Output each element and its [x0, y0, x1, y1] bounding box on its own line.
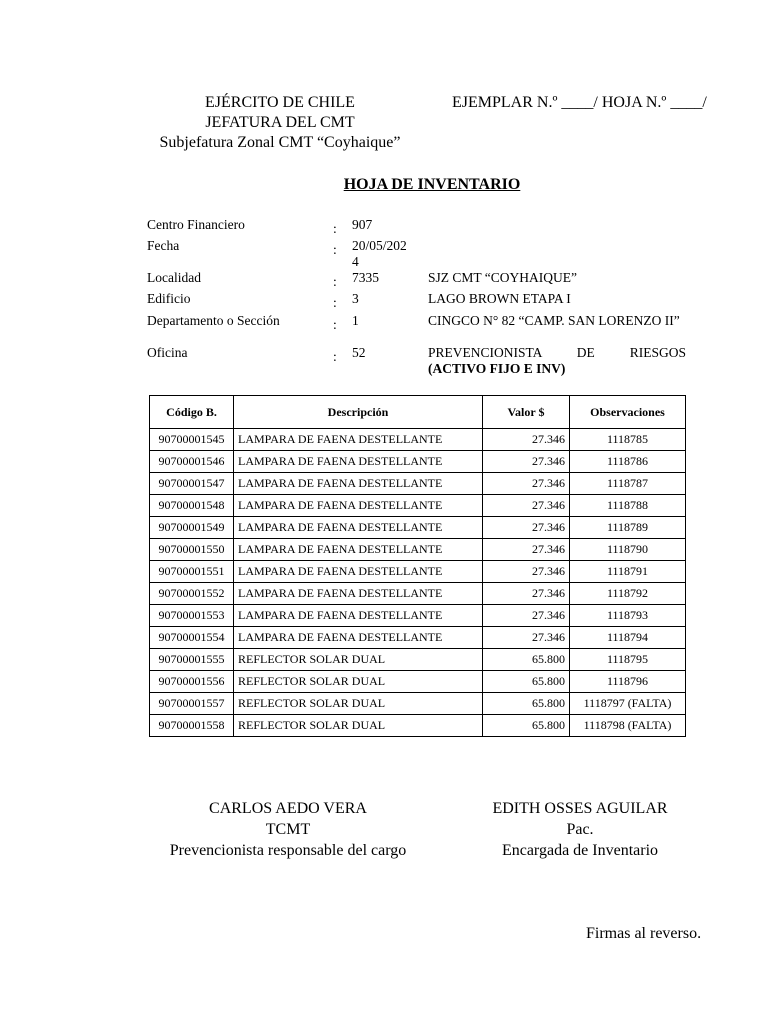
cell-value: 65.800: [483, 649, 570, 671]
table-row: [150, 671, 686, 693]
cell-description: LAMPARA DE FAENA DESTELLANTE: [234, 517, 483, 539]
cell-code: 90700001553: [150, 605, 234, 627]
header-value: Valor $: [483, 396, 570, 429]
page-title: HOJA DE INVENTARIO: [343, 176, 521, 193]
info-label: Oficina: [147, 345, 188, 360]
cell-code: 90700001558: [150, 715, 234, 737]
info-desc: LAGO BROWN ETAPA I: [428, 291, 571, 306]
info-label: Fecha: [147, 238, 180, 253]
table-row: [150, 429, 686, 451]
info-colon: :: [333, 274, 337, 289]
cell-observations: 1118792: [570, 583, 686, 605]
cell-description: LAMPARA DE FAENA DESTELLANTE: [234, 605, 483, 627]
org-line-3: Subjefatura Zonal CMT “Coyhaique”: [159, 134, 401, 151]
cell-value: 27.346: [483, 429, 570, 451]
footer-note: Firmas al reverso.: [586, 925, 702, 942]
info-desc: SJZ CMT “COYHAIQUE”: [428, 270, 577, 285]
info-label: Edificio: [147, 291, 191, 306]
info-colon: :: [333, 317, 337, 332]
copy-info: EJEMPLAR N.º ____/ HOJA N.º ____/: [452, 94, 707, 111]
cell-code: 90700001552: [150, 583, 234, 605]
header-description: Descripción: [234, 396, 483, 429]
cell-observations: 1118791: [570, 561, 686, 583]
cell-code: 90700001555: [150, 649, 234, 671]
cell-value: 65.800: [483, 693, 570, 715]
info-value: 20/05/2024: [352, 238, 407, 269]
table-row: [150, 627, 686, 649]
info-value: 7335: [352, 270, 379, 285]
cell-code: 90700001554: [150, 627, 234, 649]
signature-role: Prevencionista responsable del cargo: [169, 842, 407, 859]
org-header: [140, 93, 420, 153]
cell-observations: 1118789: [570, 517, 686, 539]
table-row: [150, 473, 686, 495]
cell-description: REFLECTOR SOLAR DUAL: [234, 715, 483, 737]
cell-observations: 1118795: [570, 649, 686, 671]
cell-description: LAMPARA DE FAENA DESTELLANTE: [234, 561, 483, 583]
table-row: [150, 715, 686, 737]
cell-description: LAMPARA DE FAENA DESTELLANTE: [234, 583, 483, 605]
cell-value: 27.346: [483, 561, 570, 583]
cell-value: 27.346: [483, 627, 570, 649]
info-colon: :: [333, 295, 337, 310]
signature-left: [140, 798, 436, 861]
info-desc: PREVENCIONISTA DE RIESGOS: [428, 345, 686, 360]
table-row: [150, 605, 686, 627]
cell-observations: 1118790: [570, 539, 686, 561]
cell-value: 27.346: [483, 539, 570, 561]
info-desc: CINGCO N° 82 “CAMP. SAN LORENZO II”: [428, 313, 680, 328]
cell-value: 27.346: [483, 583, 570, 605]
cell-observations: 1118793: [570, 605, 686, 627]
info-value: 3: [352, 291, 359, 306]
org-line-2: JEFATURA DEL CMT: [205, 114, 355, 131]
signature-right: [460, 798, 700, 861]
cell-code: 90700001549: [150, 517, 234, 539]
cell-description: LAMPARA DE FAENA DESTELLANTE: [234, 627, 483, 649]
signature-role: Encargada de Inventario: [501, 842, 659, 859]
cell-observations: 1118796: [570, 671, 686, 693]
cell-code: 90700001548: [150, 495, 234, 517]
signature-name: CARLOS AEDO VERA: [209, 800, 367, 817]
cell-observations: 1118787: [570, 473, 686, 495]
cell-description: REFLECTOR SOLAR DUAL: [234, 671, 483, 693]
cell-code: 90700001550: [150, 539, 234, 561]
inventory-table: [149, 395, 686, 737]
cell-description: LAMPARA DE FAENA DESTELLANTE: [234, 473, 483, 495]
table-row: [150, 451, 686, 473]
table-row: [150, 517, 686, 539]
info-colon: :: [333, 349, 337, 364]
info-desc-bold: (ACTIVO FIJO E INV): [428, 361, 566, 376]
cell-description: LAMPARA DE FAENA DESTELLANTE: [234, 495, 483, 517]
info-colon: :: [333, 221, 337, 236]
cell-value: 27.346: [483, 517, 570, 539]
table-header-row: [150, 396, 686, 429]
cell-code: 90700001557: [150, 693, 234, 715]
cell-value: 27.346: [483, 473, 570, 495]
info-desc-block: [428, 345, 686, 377]
info-label: Localidad: [147, 270, 201, 285]
signature-rank: TCMT: [265, 821, 311, 838]
table-row: [150, 693, 686, 715]
cell-code: 90700001556: [150, 671, 234, 693]
cell-code: 90700001546: [150, 451, 234, 473]
header-code: Código B.: [150, 396, 234, 429]
cell-description: REFLECTOR SOLAR DUAL: [234, 693, 483, 715]
cell-observations: 1118788: [570, 495, 686, 517]
org-line-1: EJÉRCITO DE CHILE: [205, 94, 355, 111]
cell-observations: 1118785: [570, 429, 686, 451]
cell-value: 27.346: [483, 451, 570, 473]
info-colon: :: [333, 242, 337, 257]
cell-observations: 1118798 (FALTA): [570, 715, 686, 737]
info-value: 1: [352, 313, 359, 328]
info-value: 52: [352, 345, 366, 360]
cell-code: 90700001545: [150, 429, 234, 451]
cell-description: LAMPARA DE FAENA DESTELLANTE: [234, 429, 483, 451]
cell-code: 90700001551: [150, 561, 234, 583]
table-row: [150, 495, 686, 517]
cell-value: 65.800: [483, 715, 570, 737]
cell-value: 27.346: [483, 495, 570, 517]
cell-description: LAMPARA DE FAENA DESTELLANTE: [234, 451, 483, 473]
info-label: Centro Financiero: [147, 217, 245, 232]
table-row: [150, 561, 686, 583]
info-label: Departamento o Sección: [147, 313, 280, 328]
cell-observations: 1118786: [570, 451, 686, 473]
cell-description: LAMPARA DE FAENA DESTELLANTE: [234, 539, 483, 561]
table-row: [150, 649, 686, 671]
cell-code: 90700001547: [150, 473, 234, 495]
cell-value: 27.346: [483, 605, 570, 627]
cell-observations: 1118794: [570, 627, 686, 649]
header-observations: Observaciones: [570, 396, 686, 429]
info-value: 907: [352, 217, 373, 232]
table-row: [150, 539, 686, 561]
cell-observations: 1118797 (FALTA): [570, 693, 686, 715]
signature-rank: Pac.: [566, 821, 594, 838]
cell-value: 65.800: [483, 671, 570, 693]
table-row: [150, 583, 686, 605]
signature-name: EDITH OSSES AGUILAR: [492, 800, 668, 817]
cell-description: REFLECTOR SOLAR DUAL: [234, 649, 483, 671]
